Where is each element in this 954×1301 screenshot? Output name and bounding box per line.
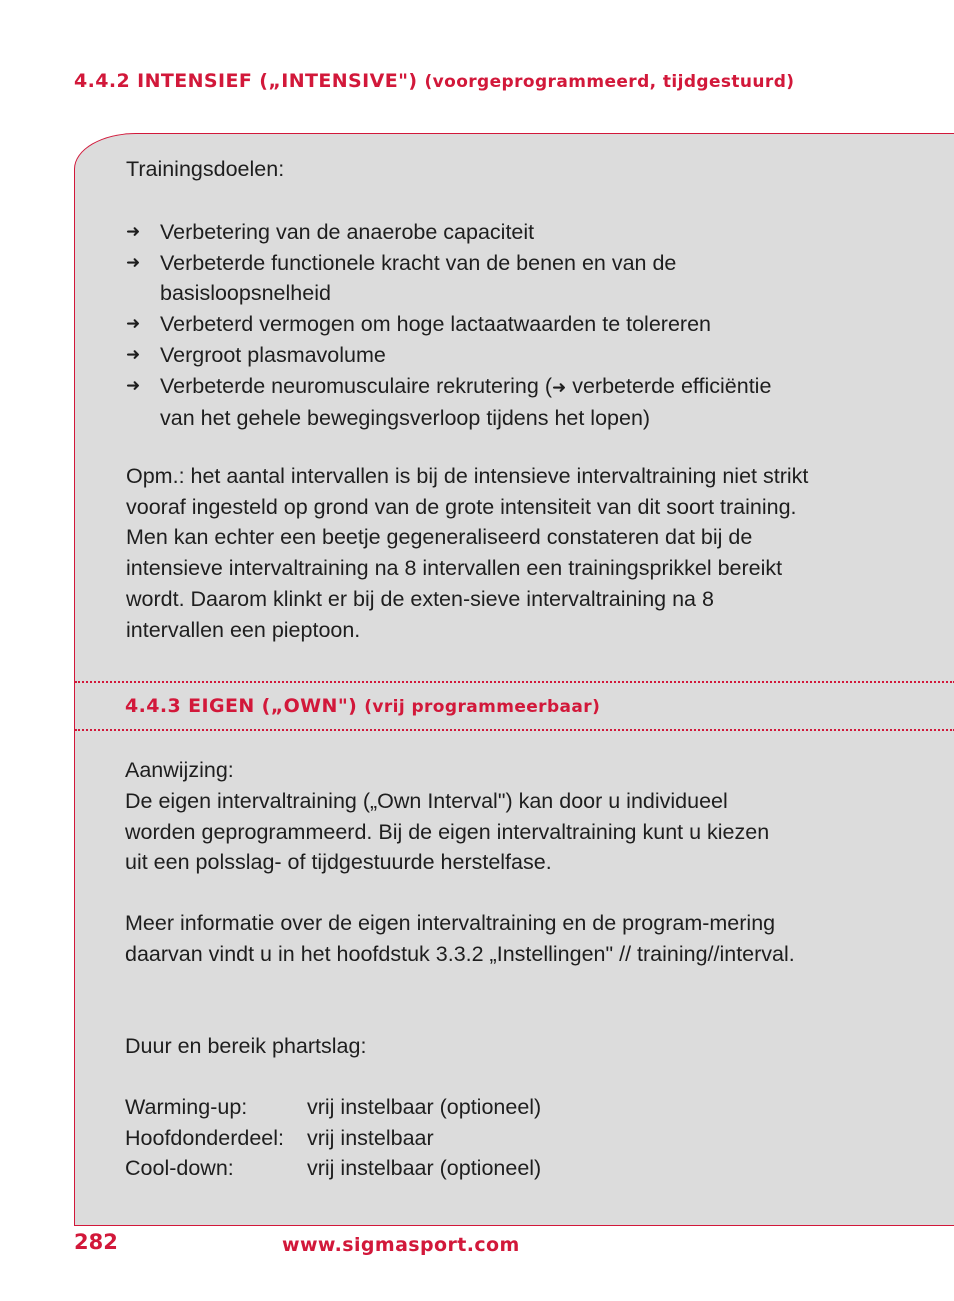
goal-item: [126, 340, 846, 371]
goal-text-end: verbeterde efficiëntie van het gehele bewegingsverloop tijdens het lopen): [160, 373, 772, 431]
subsection-band: [75, 681, 954, 731]
hint-text: De eigen intervaltraining („Own Interval") kan door u individueel worden geprogrammeerd. Bij de eigen intervaltraining kunt u kiezen uit een polsslag- of tijdgestuurde herstelfase.: [125, 789, 770, 875]
goal-item: [126, 217, 846, 248]
note-paragraph: Opm.: het aantal intervallen is bij de intensieve intervaltraining niet strikt vooraf ingesteld op grond van de grote intensiteit van dit soort training. Men kan echter een beetje gegeneraliseerd constateren dat bij de intensieve intervaltraining na 8 intervallen een trainingsprikkel bereikt wordt. Daarom klinkt er bij de exten-sieve intervaltraining na 8 intervallen een pieptoon.: [126, 464, 809, 642]
goal-item: [126, 248, 720, 309]
phases-table: [125, 1092, 541, 1184]
goal-text-start: Verbeterde neuromusculaire rekrutering (: [160, 373, 552, 398]
arrow-right-icon: ➜: [126, 252, 141, 273]
hint-label: Aanwijzing:: [125, 758, 234, 782]
arrow-right-icon: ➜: [126, 222, 141, 242]
arrow-right-icon: ➜: [551, 377, 567, 398]
goals-list: [126, 217, 846, 434]
goal-text: Verbeterd vermogen om hoge lactaatwaarden te tolereren: [160, 312, 711, 337]
phase-name: Hoofdonderdeel:: [125, 1125, 284, 1150]
phase-name: Warming-up:: [125, 1095, 248, 1119]
goal-item: [126, 371, 810, 434]
goal-item: [126, 309, 846, 340]
goals-label: Trainingsdoelen:: [126, 157, 285, 181]
footer-url[interactable]: www.sigmasport.com: [282, 1234, 520, 1256]
subsection-heading: [125, 695, 600, 717]
section-title: 4.4.2 INTENSIEF („INTENSIVE"): [74, 70, 418, 92]
arrow-right-icon: ➜: [126, 314, 141, 335]
section-heading: [74, 70, 794, 92]
info-text: Meer informatie over de eigen intervaltraining en de program-mering daarvan vindt u in het hoofdstuk 3.3.2 „Instellingen" // training//interval.: [125, 911, 795, 966]
content-box: [74, 133, 954, 1226]
section-subtitle: (voorgeprogrammeerd, tijdgestuurd): [424, 72, 795, 92]
subsection-subtitle: (vrij programmeerbaar): [364, 697, 601, 717]
goal-text: Verbetering van de anaerobe capaciteit: [160, 220, 535, 244]
duration-label: Duur en bereik phartslag:: [125, 1034, 367, 1058]
page-number: 282: [74, 1230, 118, 1254]
phase-row: [125, 1153, 541, 1184]
phase-name: Cool-down:: [125, 1156, 234, 1181]
phase-row: [125, 1123, 541, 1154]
goal-text: Verbeterde functionele kracht van de benen en van de basisloopsnelheid: [160, 250, 677, 306]
arrow-right-icon: ➜: [126, 375, 141, 396]
goal-text: Vergroot plasmavolume: [160, 342, 386, 367]
subsection-title: 4.4.3 EIGEN („OWN"): [125, 695, 358, 717]
phase-value: vrij instelbaar (optioneel): [307, 1156, 542, 1181]
phase-row: [125, 1092, 541, 1123]
arrow-right-icon: ➜: [126, 344, 141, 365]
phase-value: vrij instelbaar: [307, 1125, 434, 1150]
phase-value: vrij instelbaar (optioneel): [307, 1095, 542, 1119]
